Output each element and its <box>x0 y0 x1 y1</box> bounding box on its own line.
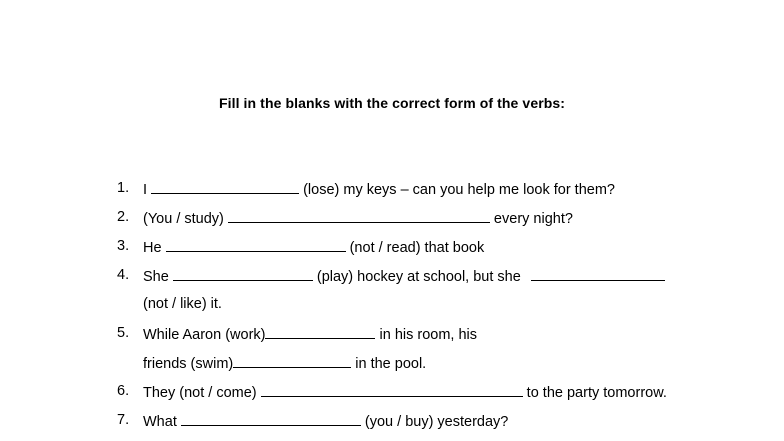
answer-blank[interactable] <box>233 353 351 368</box>
item-text: They (not / come) <box>143 385 261 401</box>
item-text: in the pool. <box>351 356 427 372</box>
answer-blank[interactable] <box>265 324 375 339</box>
answer-blank[interactable] <box>261 382 523 397</box>
item-text: every night? <box>489 211 573 227</box>
answer-blank[interactable] <box>166 237 346 252</box>
item-number: 6. <box>117 383 130 399</box>
item-text: I <box>143 182 152 198</box>
item-text: to the party tomorrow. <box>522 385 667 401</box>
item-text: He <box>143 240 166 256</box>
item-number: 3. <box>117 238 130 254</box>
item-text: (play) hockey at school, but she <box>312 269 525 285</box>
item-text: (not / read) that book <box>345 240 485 256</box>
worksheet-title: Fill in the blanks with the correct form of the verbs: <box>218 95 566 111</box>
answer-blank[interactable] <box>531 266 665 281</box>
item-text: While Aaron (work) <box>143 327 266 343</box>
item-text: in his room, his <box>375 327 478 343</box>
item-text: What <box>143 414 181 430</box>
item-number: 4. <box>117 267 130 283</box>
item-text: (lose) my keys – can you help me look for them? <box>299 182 615 198</box>
item-number: 7. <box>117 412 130 428</box>
item-text: friends (swim) <box>143 356 234 372</box>
item-number: 2. <box>117 209 130 225</box>
item-number: 1. <box>117 180 130 196</box>
answer-blank[interactable] <box>173 266 313 281</box>
item-text: (You / study) <box>143 211 228 227</box>
item-text: She <box>143 269 173 285</box>
item-text: (you / buy) yesterday? <box>360 414 509 430</box>
item-text: (not / like) it. <box>143 296 222 312</box>
item-number: 5. <box>117 325 130 341</box>
answer-blank[interactable] <box>151 179 299 194</box>
answer-blank[interactable] <box>181 411 361 426</box>
answer-blank[interactable] <box>228 208 490 223</box>
